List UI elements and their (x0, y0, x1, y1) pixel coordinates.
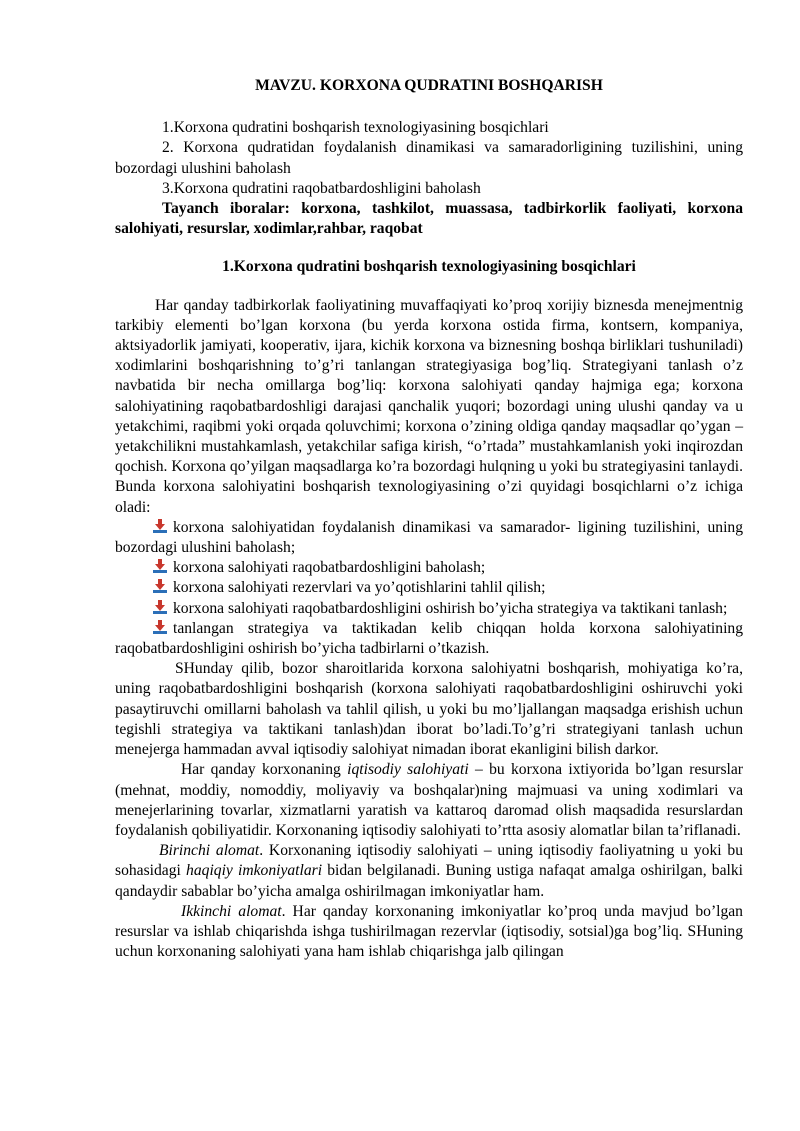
toc-item-1: 1.Korxona qudratini boshqarish texnologiyasining bosqichlari (162, 119, 549, 137)
table-of-contents (115, 118, 743, 239)
paragraph-3: Har qanday korxonaning iqtisodiy salohiyati – bu korxona ixtiyorida bo’lgan resurslar (mehnat, moddiy, nomoddiy, moliyaviy va boshqalar)ning majmuasi va uning xodimlari va menejerlarining tovarlar, xizmatlarni yaratish va kattaroq daromad olish maqsadida resurslardan foydalanish qobiliyatidir. Korxonaning iqtisodiy salohiyati to’rtta asosiy alomatlar bilan ta’riflanadi. (115, 761, 743, 839)
page-title: MAVZU. KORXONA QUDRATINI BOSHQARISH (255, 77, 603, 94)
keywords: Tayanch iboralar: korxona, tashkilot, muassasa, tadbirkorlik faoliyati, korxona salohiyati, resurslar, xodimlar,rahbar, raqobat (115, 200, 743, 238)
paragraph-4: Birinchi alomat. Korxonaning iqtisodiy salohiyati – uning iqtisodiy faoliyatning u yoki bu sohasidagi haqiqiy imkoniyatlari bidan belgilanadi. Buning ustiga nafaqat amalga oshirilgan, balki qandaydir sabablar bo’yicha amalga oshirilmagan imkoniyatlar ham. (115, 842, 743, 900)
paragraph-1: Har qanday tadbirkorlak faoliyatining muvaffaqiyati ko’proq xorijiy biznesda menejmentnig tarkibiy elementi bo’lgan korxona (bu yerda korxona ostida firma, kontsern, kompaniya, aktsiyadorlik jamiyati, kooperativ, ijara, kichik korxona va biznesning boshqa birliklari tushuniladi) xodimlarini boshqarishning to’g’ri tanlangan strategiyasiga bog’liq. Strategiyani tanlash o’z navbatida bir necha omillarga bog’liq: korxona salohiyati qanday hajmiga ega; korxona salohiyatining raqobatbardoshligi darajasi qanchalik yuqori; bozordagi uning ulushi qanday va u yetakchimi, raqibmi yoki orqada qoluvchimi; korxona o’zining oldiga qanday maqsadlar qo’ygan – yetakchilikni mustahkamlash, yetakchilar safiga kirish, “o’rtada” mustahkamlanish yoki inqirozdan qochish. Korxona qo’yilgan maqsadlarga ko’ra bozordagi hulqning u yoki bu strategiyasini tanlaydi. Bunda korxona salohiyatini boshqarish texnologiyasining o’zi quyidagi bosqichlarni o’z ichiga oladi: (115, 296, 743, 516)
bullet-text: korxona salohiyati rezervlari va yo’qotishlarini tahlil qilish; (173, 579, 546, 597)
down-arrow-bullet-icon (153, 620, 167, 634)
toc-item-2: 2. Korxona qudratidan foydalanish dinamikasi va samaradorligining tuzilishini, uning bozordagi ulushini baholash (115, 139, 743, 177)
down-arrow-bullet-icon (153, 519, 167, 533)
bullet-item-2 (115, 558, 743, 578)
bullet-text: tanlangan strategiya va taktikadan kelib chiqqan holda korxona salohiyatining raqobatbardoshligini oshirish bo’yicha tadbirlarni o’tkazish. (115, 619, 743, 658)
bullet-item-3 (115, 578, 743, 598)
down-arrow-bullet-icon (153, 579, 167, 593)
paragraph-5: Ikkinchi alomat. Har qanday korxonaning imkoniyatlar ko’proq unda mavjud bo’lgan resurslar va ishlab chiqarishda ishga tushirilmagan rezervlar (iqtisodiy, sotsial)ga bog’liq. SHuning uchun korxonaning salohiyati yana ham ishlab chiqarishga jalb qilingan (115, 902, 743, 961)
term-haqiqiy-imkoniyatlar: haqiqiy imkoniyatlari (186, 862, 323, 880)
term-iqtisodiy-salohiyat: iqtisodiy salohiyati (347, 761, 469, 779)
bullet-item-1 (115, 518, 743, 558)
toc-item-3: 3.Korxona qudratini raqobatbardoshligini baholash (162, 179, 481, 197)
bullet-item-5 (115, 619, 743, 659)
down-arrow-bullet-icon (153, 600, 167, 614)
bullet-text: korxona salohiyati raqobatbardoshligini oshirish bo’yicha strategiya va taktikani tanlash; (173, 599, 728, 617)
bullet-item-4 (115, 599, 743, 619)
section-1-body (115, 296, 743, 963)
term-birinchi-alomat: Birinchi alomat (159, 842, 260, 860)
bullet-text: korxona salohiyati raqobatbardoshligini baholash; (173, 559, 486, 577)
section-1-title: 1.Korxona qudratini boshqarish texnologiyasining bosqichlari (222, 258, 636, 276)
term-ikkinchi-alomat: Ikkinchi alomat (181, 902, 282, 920)
paragraph-2: SHunday qilib, bozor sharoitlarida korxona salohiyatni boshqarish, mohiyatiga ko’ra, uning raqobatbardoshligini boshqarish (korxona salohiyati raqobatbardoshligini oshiruvchi yoki pasaytiruvchi omillarni baholash va tahlil qilish, u yoki bu mo’ljallangan maqsadga erishish uchun tegishli strategiya va taktikani tanlash)dan iborat bo’ladi.To’g’ri strategiyani tanlash uchun menejerga hammadan avval iqtisodiy salohiyat nimadan iborat ekanligini bilish darkor. (115, 660, 743, 759)
down-arrow-bullet-icon (153, 559, 167, 573)
bullet-text: korxona salohiyatidan foydalanish dinamikasi va samarador- ligining tuzilishini, uning bozordagi ulushini baholash; (115, 518, 743, 557)
